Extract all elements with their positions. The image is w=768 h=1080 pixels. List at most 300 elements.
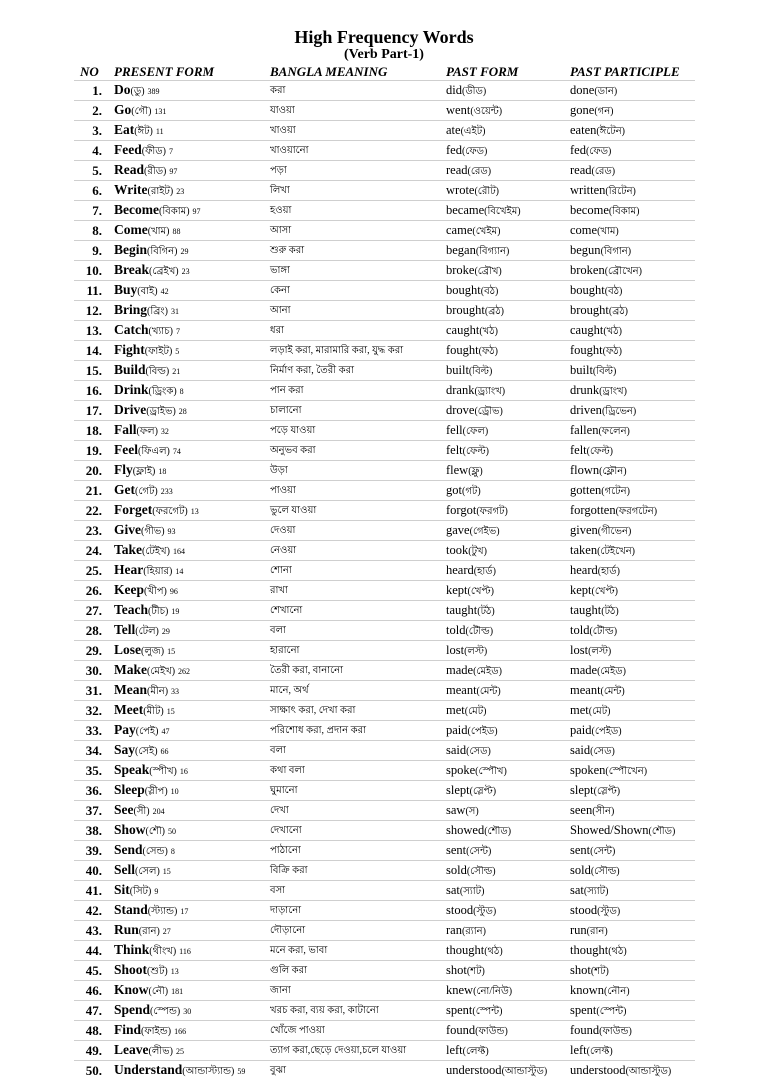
past-participle-word: become [570,203,609,217]
table-row [74,1061,695,1080]
table-row [74,821,695,841]
past-participle-pronunciation: (স্টুড) [597,906,620,917]
present-form-pronunciation: (বিল্ড) [146,366,170,377]
bangla-meaning: শুরু করা [266,241,442,261]
past-form-pronunciation: (পেইড) [468,726,498,737]
table-row [74,161,695,181]
past-form-cell [442,821,566,841]
past-form-cell [442,901,566,921]
past-form-pronunciation: (লেফ্ট) [463,1046,489,1057]
table-row [74,561,695,581]
past-form-word: sold [446,863,467,877]
present-form-word: Read [114,162,144,177]
past-participle-word: understood [570,1063,626,1077]
past-form-word: broke [446,263,474,277]
past-form-pronunciation: (থঠ) [484,946,502,957]
present-form-cell [110,821,266,841]
past-form-word: did [446,83,462,97]
table-row [74,621,695,641]
past-form-pronunciation: (খঠ) [479,326,498,337]
present-form-cell [110,681,266,701]
present-form-cell [110,781,266,801]
past-participle-cell [566,461,695,481]
past-participle-pronunciation: (খঠ) [603,326,622,337]
table-row [74,961,695,981]
present-form-cell [110,981,266,1001]
present-form-word: Take [114,542,142,557]
past-participle-pronunciation: (গটেন) [601,486,630,497]
past-participle-word: slept [570,783,594,797]
row-number: 20. [74,461,110,481]
row-number: 12. [74,301,110,321]
past-participle-word: left [570,1043,587,1057]
bangla-meaning: কথা বলা [266,761,442,781]
past-form-pronunciation: (খেইম) [472,226,500,237]
past-form-cell [442,301,566,321]
bangla-meaning: পান করা [266,381,442,401]
row-number: 22. [74,501,110,521]
past-form-pronunciation: (এইট) [461,126,486,137]
present-form-word: Find [114,1022,141,1037]
past-participle-word: begun [570,243,601,257]
row-number: 23. [74,521,110,541]
past-participle-cell [566,101,695,121]
past-form-pronunciation: (টুখ) [468,546,487,557]
present-form-word: Feed [114,142,142,157]
table-row [74,461,695,481]
past-form-pronunciation: (আন্ডাস্টুড) [502,1066,548,1077]
present-form-word: Stand [114,902,148,917]
bangla-meaning: জানা [266,981,442,1001]
present-form-pronunciation: (পেই) [136,726,159,737]
table-row [74,861,695,881]
header-no: NO [74,64,110,81]
row-number: 18. [74,421,110,441]
past-participle-word: fed [570,143,586,157]
present-form-cell [110,221,266,241]
present-form-pronunciation: (রান) [139,926,160,937]
present-form-word: Write [114,182,148,197]
table-row [74,841,695,861]
past-participle-word: come [570,223,597,237]
past-participle-pronunciation: (ব্রৌখেন) [605,266,642,277]
frequency-count: 97 [169,167,177,176]
present-form-cell [110,601,266,621]
frequency-count: 15 [163,867,171,876]
bangla-meaning: দাড়ানো [266,901,442,921]
row-number: 41. [74,881,110,901]
frequency-count: 42 [161,287,169,296]
frequency-count: 389 [148,87,160,96]
past-participle-word: sold [570,863,591,877]
bangla-meaning: বুঝা [266,1061,442,1080]
frequency-count: 13 [191,507,199,516]
past-form-word: ate [446,123,461,137]
past-participle-cell [566,401,695,421]
past-participle-word: forgotten [570,503,616,517]
past-form-cell [442,1001,566,1021]
past-form-word: became [446,203,484,217]
bangla-meaning: রাখা [266,581,442,601]
past-form-pronunciation: (মেইড) [473,666,502,677]
frequency-count: 262 [178,667,190,676]
past-participle-word: eaten [570,123,596,137]
present-form-pronunciation: (ফীড) [142,146,166,157]
past-form-word: spent [446,1003,472,1017]
past-form-cell [442,461,566,481]
present-form-cell [110,861,266,881]
past-form-pronunciation: (র‍্যান) [462,926,486,937]
present-form-cell [110,1041,266,1061]
bangla-meaning: দৌড়ানো [266,921,442,941]
past-form-cell [442,281,566,301]
row-number: 17. [74,401,110,421]
present-form-word: Eat [114,122,134,137]
past-form-pronunciation: (ফেল্ট) [463,446,489,457]
past-participle-cell [566,781,695,801]
past-form-pronunciation: (টঠ) [477,606,494,617]
row-number: 40. [74,861,110,881]
past-participle-word: broken [570,263,605,277]
past-participle-word: given [570,523,598,537]
table-row [74,281,695,301]
past-form-word: began [446,243,476,257]
past-form-cell [442,361,566,381]
past-form-pronunciation: (ড্রৌভ) [474,406,502,417]
present-form-word: Break [114,262,149,277]
past-form-cell [442,341,566,361]
past-form-word: wrote [446,183,474,197]
past-form-cell [442,321,566,341]
present-form-cell [110,961,266,981]
past-form-word: met [446,703,465,717]
past-participle-pronunciation: (ড্রিভেন) [602,406,636,417]
row-number: 9. [74,241,110,261]
past-form-word: read [446,163,468,177]
past-form-pronunciation: (সেন্ট) [466,846,491,857]
bangla-meaning: মনে করা, ভাবা [266,941,442,961]
present-form-word: Understand [114,1062,182,1077]
table-row [74,581,695,601]
table-row [74,301,695,321]
frequency-count: 59 [237,1067,245,1076]
present-form-pronunciation: (সেন্ড) [143,846,168,857]
frequency-count: 25 [176,1047,184,1056]
past-participle-cell [566,861,695,881]
present-form-word: Do [114,82,131,97]
row-number: 7. [74,201,110,221]
table-row [74,641,695,661]
present-form-word: Meet [114,702,143,717]
present-form-word: Drink [114,382,149,397]
present-form-word: Sit [114,882,130,897]
bangla-meaning: নির্মাণ করা, তৈরী করা [266,361,442,381]
past-form-cell [442,981,566,1001]
present-form-pronunciation: (স্পেন্ড) [150,1006,180,1017]
past-form-word: knew [446,983,473,997]
past-participle-word: spent [570,1003,596,1017]
present-form-cell [110,441,266,461]
present-form-pronunciation: (স্লীপ) [145,786,168,797]
past-participle-pronunciation: (টঠ) [601,606,618,617]
frequency-count: 66 [161,747,169,756]
past-form-pronunciation: (সেড) [466,746,491,757]
past-form-pronunciation: (গট) [462,486,481,497]
present-form-cell [110,381,266,401]
present-form-cell [110,461,266,481]
row-number: 11. [74,281,110,301]
past-participle-pronunciation: (রান) [587,926,608,937]
past-form-pronunciation: (স্পেন্ট) [472,1006,502,1017]
past-form-word: drove [446,403,474,417]
past-form-pronunciation: (টৌল্ড) [465,626,493,637]
past-form-cell [442,601,566,621]
past-form-word: sat [446,883,460,897]
past-participle-word: made [570,663,597,677]
frequency-count: 23 [176,187,184,196]
present-form-word: Send [114,842,143,857]
past-participle-pronunciation: (স্যাট) [584,886,609,897]
past-form-word: bought [446,283,481,297]
present-form-pronunciation: (ঈট) [134,126,153,137]
past-form-word: showed [446,823,484,837]
present-form-cell [110,841,266,861]
table-row [74,401,695,421]
past-participle-pronunciation: (হার্ড) [598,566,620,577]
present-form-cell [110,81,266,101]
past-participle-pronunciation: (ঈটেন) [596,126,625,137]
header-past-form: PAST FORM [442,64,566,81]
present-form-word: Think [114,942,149,957]
past-participle-cell [566,161,695,181]
past-form-word: sent [446,843,466,857]
past-participle-cell [566,921,695,941]
past-participle-word: gone [570,103,594,117]
bangla-meaning: লড়াই করা, মারামারি করা, যুদ্ধ করা [266,341,442,361]
past-form-word: came [446,223,472,237]
past-participle-cell [566,81,695,101]
bangla-meaning: পাঠানো [266,841,442,861]
present-form-word: Shoot [114,962,147,977]
bangla-meaning: লিখা [266,181,442,201]
row-number: 29. [74,641,110,661]
row-number: 38. [74,821,110,841]
present-form-word: Run [114,922,139,937]
past-participle-word: seen [570,803,592,817]
past-participle-pronunciation: (বিকাম) [609,206,640,217]
present-form-pronunciation: (ব্রিং) [147,306,168,317]
past-form-pronunciation: (ফেড) [462,146,487,157]
present-form-pronunciation: (স্ট্যান্ড) [148,906,178,917]
past-form-pronunciation: (স্টুড) [473,906,496,917]
past-participle-pronunciation: (সেড) [590,746,615,757]
past-form-pronunciation: (রৌট) [474,186,499,197]
past-form-cell [442,941,566,961]
past-participle-cell [566,281,695,301]
past-form-word: got [446,483,462,497]
row-number: 48. [74,1021,110,1041]
frequency-count: 164 [173,547,185,556]
row-number: 4. [74,141,110,161]
present-form-pronunciation: (ফল) [137,426,158,437]
past-form-cell [442,101,566,121]
table-row [74,501,695,521]
present-form-cell [110,201,266,221]
past-form-pronunciation: (ওয়েন্ট) [470,106,502,117]
bangla-meaning: আসা [266,221,442,241]
bangla-meaning: খাওয়ানো [266,141,442,161]
present-form-cell [110,541,266,561]
table-row [74,801,695,821]
past-form-pronunciation: (ফাউন্ড) [475,1026,508,1037]
past-participle-pronunciation: (সীন) [592,806,614,817]
past-form-cell [442,401,566,421]
bangla-meaning: করা [266,81,442,101]
bangla-meaning: পড়া [266,161,442,181]
table-row [74,201,695,221]
page-subtitle: (Verb Part-1) [0,46,768,63]
past-participle-cell [566,801,695,821]
row-number: 43. [74,921,110,941]
past-form-pronunciation: (স্যাট) [460,886,485,897]
row-number: 39. [74,841,110,861]
present-form-cell [110,321,266,341]
frequency-count: 7 [176,327,180,336]
row-number: 31. [74,681,110,701]
past-form-pronunciation: (লস্ট) [464,646,487,657]
present-form-word: Keep [114,582,144,597]
frequency-count: 8 [171,847,175,856]
past-form-pronunciation: (ফঠ) [479,346,498,357]
present-form-word: Mean [114,682,147,697]
past-form-cell [442,221,566,241]
present-form-word: See [114,802,134,817]
past-participle-word: written [570,183,605,197]
bangla-meaning: বলা [266,621,442,641]
row-number: 35. [74,761,110,781]
past-participle-cell [566,821,695,841]
past-participle-word: Showed/Shown [570,823,648,837]
table-row [74,1041,695,1061]
present-form-cell [110,1061,266,1080]
past-participle-word: thought [570,943,608,957]
past-participle-word: stood [570,903,597,917]
past-form-pronunciation: (বিল্ট) [469,366,492,377]
present-form-pronunciation: (লীভ) [149,1046,173,1057]
present-form-pronunciation: (স্পীখ) [149,766,177,777]
table-row [74,541,695,561]
past-participle-cell [566,701,695,721]
present-form-word: Know [114,982,149,997]
frequency-count: 131 [154,107,166,116]
present-form-cell [110,761,266,781]
frequency-count: 204 [153,807,165,816]
past-participle-word: read [570,163,592,177]
bangla-meaning: শেখানো [266,601,442,621]
table-row [74,141,695,161]
row-number: 2. [74,101,110,121]
frequency-count: 27 [163,927,171,936]
past-participle-cell [566,141,695,161]
frequency-count: 29 [181,247,189,256]
past-form-word: fed [446,143,462,157]
past-form-cell [442,181,566,201]
row-number: 10. [74,261,110,281]
present-form-word: Lose [114,642,141,657]
past-participle-pronunciation: (ফেল্ট) [587,446,613,457]
table-row [74,781,695,801]
past-participle-cell [566,741,695,761]
past-participle-pronunciation: (লেফ্ট) [587,1046,613,1057]
present-form-cell [110,501,266,521]
past-participle-word: known [570,983,604,997]
present-form-cell [110,561,266,581]
present-form-cell [110,101,266,121]
bangla-meaning: বিক্রি করা [266,861,442,881]
present-form-pronunciation: (টেইখ) [142,546,170,557]
present-form-word: Forget [114,502,152,517]
past-participle-cell [566,181,695,201]
present-form-pronunciation: (রাইট) [148,186,174,197]
past-participle-word: flown [570,463,599,477]
row-number: 15. [74,361,110,381]
past-participle-pronunciation: (ফরগটেন) [616,506,657,517]
bangla-meaning: ঘুমানো [266,781,442,801]
past-form-cell [442,141,566,161]
past-form-word: heard [446,563,474,577]
past-participle-cell [566,621,695,641]
past-form-cell [442,201,566,221]
present-form-pronunciation: (খীপ) [144,586,167,597]
past-form-word: shot [446,963,467,977]
past-participle-word: done [570,83,594,97]
present-form-pronunciation: (সেল) [135,866,160,877]
present-form-pronunciation: (গেট) [135,486,158,497]
past-participle-pronunciation: (ফাউন্ড) [599,1026,632,1037]
row-number: 34. [74,741,110,761]
past-form-pronunciation: (গেইভ) [470,526,500,537]
past-participle-pronunciation: (টেইখেন) [597,546,635,557]
past-participle-pronunciation: (আন্ডাস্টুড) [626,1066,672,1077]
present-form-cell [110,161,266,181]
past-participle-pronunciation: (নৌন) [604,986,630,997]
table-row [74,661,695,681]
present-form-pronunciation: (হিয়ার) [143,566,172,577]
past-form-cell [442,261,566,281]
past-form-pronunciation: (মেন্ট) [477,686,501,697]
present-form-pronunciation: (সিট) [130,886,152,897]
frequency-count: 11 [156,127,164,136]
present-form-pronunciation: (খ্যাচ) [149,326,173,337]
bangla-meaning: ভাঙ্গা [266,261,442,281]
row-number: 27. [74,601,110,621]
past-form-cell [442,1041,566,1061]
present-form-pronunciation: (রীড) [144,166,166,177]
past-form-word: built [446,363,469,377]
past-form-cell [442,761,566,781]
past-participle-pronunciation: (ফ্লৌন) [599,466,626,477]
present-form-pronunciation: (মীন) [147,686,168,697]
frequency-count: 166 [174,1027,186,1036]
past-participle-pronunciation: (বিল্ট) [593,366,616,377]
present-form-cell [110,621,266,641]
frequency-count: 93 [168,527,176,536]
table-row [74,81,695,101]
present-form-cell [110,481,266,501]
frequency-count: 28 [179,407,187,416]
past-participle-pronunciation: (খাম) [597,226,619,237]
table-header-row [74,64,695,81]
